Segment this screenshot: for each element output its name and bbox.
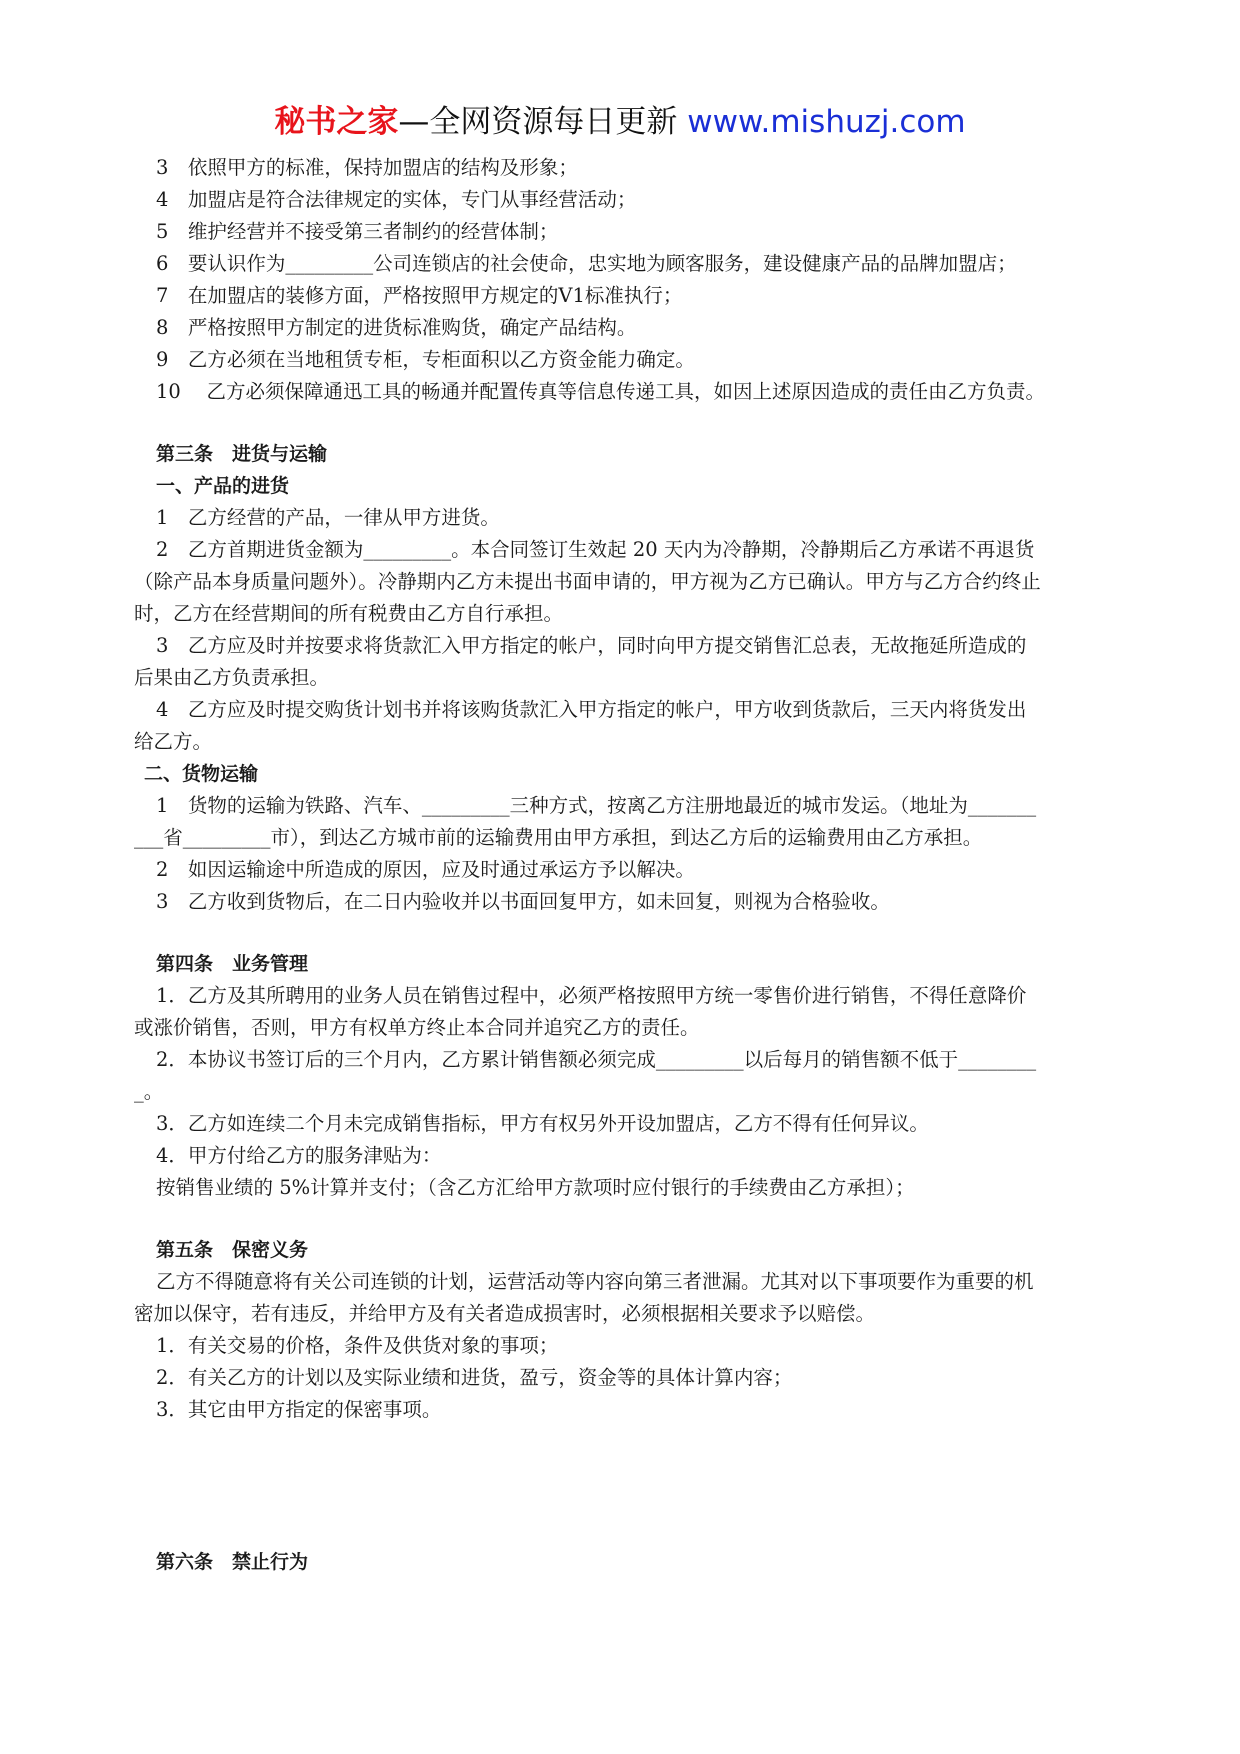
list-item: 10 乙方必须保障通迅工具的畅通并配置传真等信息传递工具，如因上述原因造成的责任由乙方负责。: [156, 380, 1046, 403]
paragraph: 2 乙方首期进货金额为_________。本合同签订生效起 20 天内为冷静期，冷静期后乙方承诺不再退货: [156, 538, 1035, 561]
banner-slogan: —全网资源每日更新: [398, 104, 688, 140]
article-6: [156, 1546, 1141, 1578]
article-4: [134, 948, 1141, 1204]
paragraph: 1 货物的运输为铁路、汽车、_________三种方式，按离乙方注册地最近的城市发运。（地址为_______: [156, 794, 1037, 817]
brand-name: 秘书之家: [274, 104, 399, 140]
paragraph: 3 乙方应及时并按要求将货款汇入甲方指定的帐户，同时向甲方提交销售汇总表，无故拖延所造成的: [156, 634, 1027, 657]
site-url-link[interactable]: www.mishuzj.com: [687, 104, 966, 140]
article-3: [134, 438, 1141, 918]
paragraph: （除产品本身质量问题外）。冷静期内乙方未提出书面申请的，甲方视为乙方已确认。甲方与乙方合约终止: [134, 570, 1041, 593]
paragraph: 2．本协议书签订后的三个月内，乙方累计销售额必须完成_________以后每月的销售额不低于________: [156, 1048, 1037, 1071]
article-heading: 第三条 进货与运输: [156, 443, 328, 465]
paragraph: 2 如因运输途中所造成的原因，应及时通过承运方予以解决。: [156, 858, 695, 881]
list-item: 9 乙方必须在当地租赁专柜，专柜面积以乙方资金能力确定。: [156, 348, 695, 371]
site-banner: [0, 100, 1240, 144]
paragraph: ___省_________市），到达乙方城市前的运输费用由甲方承担，到达乙方后的运输费用由乙方承担。: [134, 826, 983, 849]
paragraph: _。: [134, 1080, 164, 1103]
article-heading: 第六条 禁止行为: [156, 1551, 309, 1573]
sub-heading: 二、货物运输: [144, 763, 259, 785]
list-item: 6 要认识作为_________公司连锁店的社会使命，忠实地为顾客服务，建设健康产品的品牌加盟店；: [156, 252, 1017, 275]
paragraph: 2．有关乙方的计划以及实际业绩和进货，盈亏，资金等的具体计算内容；: [156, 1366, 793, 1389]
paragraph: 按销售业绩的 5%计算并支付；（含乙方汇给甲方款项时应付银行的手续费由乙方承担）；: [156, 1176, 915, 1199]
paragraph: 密加以保守，若有违反，并给甲方及有关者造成损害时，必须根据相关要求予以赔偿。: [134, 1302, 876, 1325]
list-item: 4 加盟店是符合法律规定的实体，专门从事经营活动；: [156, 188, 637, 211]
paragraph: 或涨价销售，否则，甲方有权单方终止本合同并追究乙方的责任。: [134, 1016, 700, 1039]
paragraph: 3．乙方如连续二个月未完成销售指标，甲方有权另外开设加盟店，乙方不得有任何异议。: [156, 1112, 929, 1135]
paragraph: 1．乙方及其所聘用的业务人员在销售过程中，必须严格按照甲方统一零售价进行销售，不得任意降价: [156, 984, 1027, 1007]
paragraph: 1 乙方经营的产品，一律从甲方进货。: [156, 506, 500, 529]
list-item: 7 在加盟店的装修方面，严格按照甲方规定的V1标准执行；: [156, 284, 683, 307]
paragraph: 乙方不得随意将有关公司连锁的计划，运营活动等内容向第三者泄漏。尤其对以下事项要作为重要的机: [156, 1270, 1034, 1293]
list-item: 5 维护经营并不接受第三者制约的经营体制；: [156, 220, 559, 243]
contract-body: [134, 152, 1141, 1578]
paragraph: 时，乙方在经营期间的所有税费由乙方自行承担。: [134, 602, 564, 625]
list-item: 8 严格按照甲方制定的进货标准购货，确定产品结构。: [156, 316, 637, 339]
article-heading: 第四条 业务管理: [156, 953, 309, 975]
paragraph: 4 乙方应及时提交购货计划书并将该购货款汇入甲方指定的帐户，甲方收到货款后，三天内将货发出: [156, 698, 1027, 721]
paragraph: 4．甲方付给乙方的服务津贴为：: [156, 1144, 442, 1167]
article-heading: 第五条 保密义务: [156, 1239, 309, 1261]
paragraph: 后果由乙方负责承担。: [134, 666, 330, 689]
paragraph: 3．其它由甲方指定的保密事项。: [156, 1398, 442, 1421]
paragraph: 给乙方。: [134, 730, 213, 753]
article-5: [134, 1234, 1141, 1426]
list-item: 3 依照甲方的标准，保持加盟店的结构及形象；: [156, 156, 578, 179]
paragraph: 3 乙方收到货物后，在二日内验收并以书面回复甲方，如未回复，则视为合格验收。: [156, 890, 890, 913]
section2-list: [156, 152, 1141, 408]
sub-heading: 一、产品的进货: [156, 475, 290, 497]
paragraph: 1．有关交易的价格，条件及供货对象的事项；: [156, 1334, 559, 1357]
